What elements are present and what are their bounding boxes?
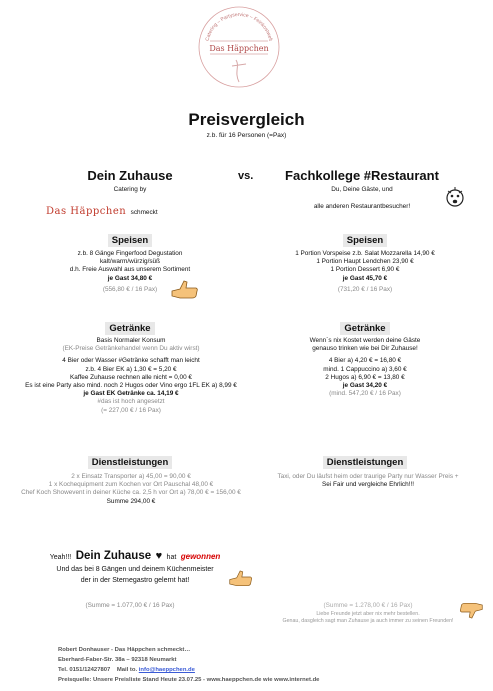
left-getraenke-line: Basis Normaler Konsum [96,337,166,344]
footer-mail-link[interactable]: info@haeppchen.de [138,667,195,673]
logo-name: Das Häppchen [209,44,269,53]
footer-line-4: Preisquelle: Unsere Preisliste Stand Heute 23.07.25 - www.haeppchen.de wie www.internet.de [58,677,320,683]
left-getraenke-total: (= 227,00 € / 16 Pax) [101,406,161,414]
right-intro-1: Du, Deine Gäste, und [331,186,393,193]
footer-contact [58,665,319,675]
left-dienst-block [0,473,262,506]
right-getraenke-line: genauso trinken wie bei Dir Zuhause! [312,345,418,353]
page-title: Preisvergleich [188,110,305,129]
right-speisen-line: 1 Portion Haupt Lendchen 23,90 € [316,258,414,266]
left-speisen-per-guest: je Gast 34,80 € [107,274,153,282]
winner-text [15,564,255,586]
right-dienst-block [248,473,488,489]
footer-line-2: Eberhard-Faber-Str. 38a – 92318 Neumarkt [58,657,177,663]
footer-tel: Tel. 0151/12427807 [58,667,111,673]
left-getraenke-block [0,337,262,415]
svg-text:Catering – Partyservice – Fein [205,12,274,42]
left-getraenke-line: Es ist eine Party also mind. noch 2 Hugos oder Vino ergo 1FL EK a) 8,99 € [25,382,237,390]
left-intro: Catering by [113,186,147,193]
right-getraenke-total: (mind. 547,20 € / 16 Pax) [329,390,401,398]
footer-mail-label: Mail to. [116,667,138,673]
thumbs-up-icon [170,277,200,299]
left-dienst-title: Dienstleistungen [88,456,173,469]
right-getraenke-line: 4 Bier a) 4,20 € = 16,80 € [328,357,402,365]
left-speisen-line: d.h. Freie Auswahl aus unserem Sortiment [69,266,191,274]
right-speisen-total: (731,20 € / 16 Pax) [337,285,393,293]
left-speisen-total: (556,80 € / 16 Pax) [102,285,158,293]
stressed-face-icon [444,186,466,208]
right-getraenke-block [255,337,475,398]
summary-right: (Summe = 1.278,00 € / 16 Pax) [323,602,413,609]
left-dienst-sum: Summe 294,00 € [106,497,156,505]
left-speisen-line: kalt/warm/würzig/süß [99,258,160,266]
right-getraenke-line: 2 Hugos a) 6,90 € = 13,80 € [325,373,405,381]
footer-line-1: Robert Donhauser - Das Häppchen schmeckt… [58,647,191,653]
logo-arc-text: Catering – Partyservice – Feinkostwelt [204,11,274,42]
company-logo [196,4,282,90]
right-speisen-line: 1 Portion Dessert 6,90 € [330,266,400,274]
left-speisen-line: z.b. 8 Gänge Fingerfood Degustation [77,250,183,257]
right-getraenke-title: Getränke [340,322,389,335]
right-speisen-per-guest: je Gast 45,70 € [342,274,388,282]
thumbs-down-icon [458,602,484,622]
right-speisen-line: 1 Portion Vorspeise z.b. Salat Mozzarella 14,90 € [295,250,435,257]
winner-line-3: der in der Sternegastro gelernt hat! [80,577,190,584]
winner-line [15,546,255,564]
heart-icon: ♥ [155,550,163,562]
left-getraenke-line: 4 Bier oder Wasser #Getränke schafft man leicht [62,357,200,365]
left-speisen-block [20,250,240,294]
right-heading: Fachkollege #Restaurant [285,168,439,183]
left-getraenke-title: Getränke [105,322,154,335]
footer [58,645,319,685]
right-dienst-title: Dienstleistungen [323,456,408,469]
brand-suffix: schmeckt [130,209,158,216]
versus-label: vs. [238,170,254,182]
left-getraenke-note: (EK-Preise Getränkehandel wenn Du aktiv wirst) [62,345,200,353]
right-intro-2: alle anderen Restaurantbesucher! [313,203,411,210]
winner-name: Dein Zuhause [75,550,152,562]
right-speisen-title: Speisen [343,234,387,247]
summary-right-note-2: Genau, dasgleich sagt man Zuhause ja auch immer zu seinen Freunden! [282,618,454,624]
left-getraenke-line: z.b. 4 Bier EK a) 1,30 € = 5,20 € [85,365,177,373]
left-getraenke-line: Kaffee Zuhause rechnen alle nicht = 0,00 € [70,373,192,381]
winner-line-2: Und das bei 8 Gängen und deinem Küchenmeister [56,566,214,573]
left-dienst-line: 1 x Kochequipment zum Kochen vor Ort Pauschal 48,00 € [48,481,214,489]
left-getraenke-per-guest: je Gast EK Getränke ca. 14,19 € [83,390,179,398]
winner-won: gewonnen [180,552,221,561]
right-getraenke-line: mind. 1 Cappuccino a) 3,60 € [323,365,407,373]
left-dienst-line: 2 x Einsatz Transporter a) 45,00 = 90,00 € [71,473,191,480]
right-speisen-block [255,250,475,294]
winner-prefix: Yeah!!! [49,554,72,561]
page-subtitle: z.b. für 16 Personen (=Pax) [206,132,287,139]
right-getraenke-line: Wenn´s nix Kostet werden deine Gäste [309,337,421,344]
right-getraenke-per-guest: je Gast 34,20 € [342,382,388,390]
left-dienst-line: Chef Koch Showevent in deiner Küche ca. 2,5 h vor Ort a) 78,00 € = 156,00 € [21,489,241,497]
summary-right-note [258,611,478,625]
thumbs-up-icon [228,567,254,587]
left-brand-line [46,201,158,219]
right-dienst-line: Taxi, oder Du läufst heim oder traurige Party nur Wasser Preis + [277,473,459,480]
left-speisen-title: Speisen [108,234,152,247]
summary-right-note-1: Liebe Freunde jetzt aber nix mehr bestellen. [316,611,420,617]
summary-left: (Summe = 1.077,00 € / 16 Pax) [85,602,175,609]
left-heading: Dein Zuhause [87,168,173,183]
brand-name: Das Häppchen [46,206,127,217]
right-dienst-line: Sei Fair und vergleiche Ehrlich!!! [322,481,414,489]
winner-hat: hat [166,554,177,561]
left-getraenke-note: #das ist hoch angesetzt [97,398,165,406]
